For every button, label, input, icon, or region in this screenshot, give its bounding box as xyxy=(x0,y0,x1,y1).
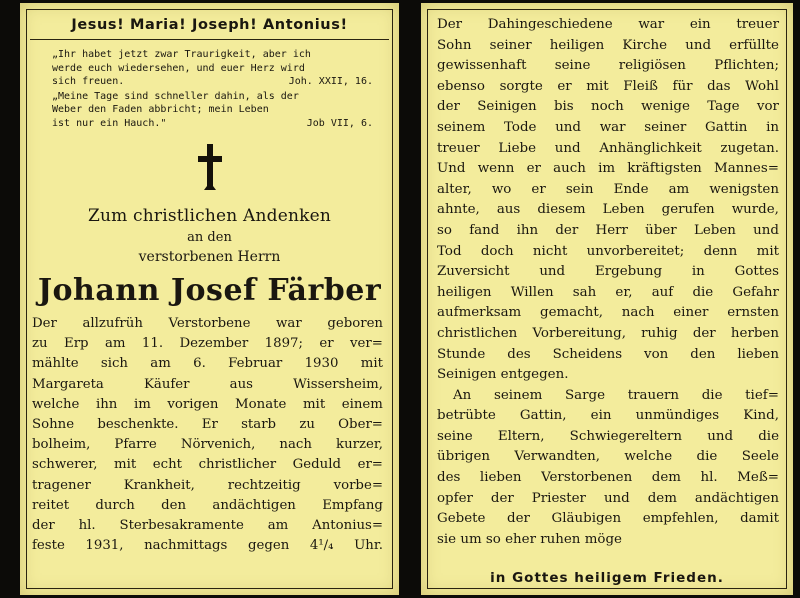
cross-icon xyxy=(196,142,224,192)
text-line: des lieben Verstorbenen dem hl. Meß= xyxy=(437,470,779,486)
text-line: christlichen Vorbereitung, ruhig der herben xyxy=(437,325,779,341)
text-line: gewissenhaft seine religiösen Pflichten; xyxy=(437,58,779,74)
in-memory-subline: an den xyxy=(187,230,232,245)
quote-line: ist nur ein Hauch." xyxy=(52,117,167,129)
text-line: feste 1931, nachmittags gegen 4¹/₄ Uhr. xyxy=(32,538,383,554)
text-line: schwerer, mit echt christlicher Geduld er= xyxy=(32,457,383,473)
text-line: tragener Krankheit, rechtzeitig vorbe= xyxy=(32,477,383,493)
text-line: der Seinigen bis noch wenige Tage vor xyxy=(437,99,779,115)
text-line: Gebete der Gläubigen empfehlen, damit xyxy=(437,511,779,527)
text-line: Zuversicht und Ergebung in Gottes xyxy=(437,264,779,280)
text-line: Und wenn er auch im kräftigsten Mannes= xyxy=(437,161,779,177)
deceased-name: Johann Josef Färber xyxy=(37,273,382,308)
text-line: heiligen Willen sah er, auf die Gefahr xyxy=(437,284,779,300)
text-line: Der Dahingeschiedene war ein treuer xyxy=(437,17,779,32)
tribute-paragraph xyxy=(431,15,783,386)
mourners-paragraph xyxy=(431,386,783,551)
invocation-heading: Jesus! Maria! Joseph! Antonius! xyxy=(71,17,348,33)
text-line: seinem Tode und war seiner Gattin in xyxy=(437,119,779,135)
text-line: der hl. Sterbesakramente am Antonius= xyxy=(32,518,383,534)
text-line: Sohne beschenkte. Er starb zu Ober= xyxy=(32,417,383,433)
text-line: ebenso sorgte er mit Fleiß für das Wohl xyxy=(437,78,779,94)
text-line: Stunde des Scheidens von den lieben xyxy=(437,346,779,362)
memorial-card-back xyxy=(421,3,793,595)
quote-reference: Job VII, 6. xyxy=(306,117,373,129)
text-line: Tod doch nicht unvorbereitet; denn mit xyxy=(437,243,779,259)
text-line: sie um so eher ruhen möge xyxy=(437,531,622,547)
memorial-card-front xyxy=(20,3,399,595)
text-line: An seinem Sarge trauern die tief= xyxy=(453,387,779,403)
text-line: zu Erp am 11. Dezember 1897; er ver= xyxy=(32,336,383,352)
biography-text xyxy=(30,314,389,556)
text-line: ahnte, aus diesem Leben gerufen wurde, xyxy=(437,202,779,218)
text-line: betrübte Gattin, ein unmündiges Kind, xyxy=(437,408,779,424)
quote-line: „Meine Tage sind schneller dahin, als der xyxy=(52,90,299,102)
text-line: treuer Liebe und Anhänglichkeit zugetan. xyxy=(437,140,779,156)
scripture-quote-john xyxy=(30,48,389,89)
text-line: bolheim, Pfarre Nörvenich, nach kurzer, xyxy=(32,437,383,453)
text-line: so fand ihn der Herr über Leben und xyxy=(437,222,779,238)
text-line: aufmerksam gemacht, nach einer ernsten xyxy=(437,305,779,321)
text-line: Sohn seiner heiligen Kirche und erfüllte xyxy=(437,37,779,53)
in-memory-subline: verstorbenen Herrn xyxy=(138,249,281,265)
quote-line: Weber den Faden abbricht; mein Leben xyxy=(52,104,269,115)
text-line: Der allzufrüh Verstorbene war geboren xyxy=(32,316,383,331)
text-line: seine Eltern, Schwiegereltern und die xyxy=(437,428,779,444)
quote-line: sich freuen. xyxy=(52,76,125,87)
text-line: opfer der Priester und dem andächtigen xyxy=(437,490,779,506)
quote-line: „Ihr habet jetzt zwar Traurigkeit, aber ich xyxy=(52,49,311,60)
divider xyxy=(30,39,389,40)
quote-reference: Joh. XXII, 16. xyxy=(288,76,373,87)
in-memory-heading: Zum christlichen Andenken xyxy=(87,206,332,226)
text-line: welche ihn im vorigen Monate mit einem xyxy=(32,396,383,412)
closing-blessing: in Gottes heiligem Frieden. xyxy=(490,570,724,585)
quote-line: werde euch wiedersehen, und euer Herz wird xyxy=(52,62,305,74)
text-line: Margareta Käufer aus Wissersheim, xyxy=(32,376,383,392)
scripture-quote-job xyxy=(30,90,389,131)
text-line: mählte sich am 6. Februar 1930 mit xyxy=(32,356,383,372)
text-line: Seinigen entgegen. xyxy=(437,367,569,383)
text-line: reitet durch den andächtigen Empfang xyxy=(32,497,383,513)
text-line: übrigen Verwandten, welche die Seele xyxy=(437,449,779,465)
text-line: alter, wo er sein Ende am wenigsten xyxy=(437,181,779,197)
